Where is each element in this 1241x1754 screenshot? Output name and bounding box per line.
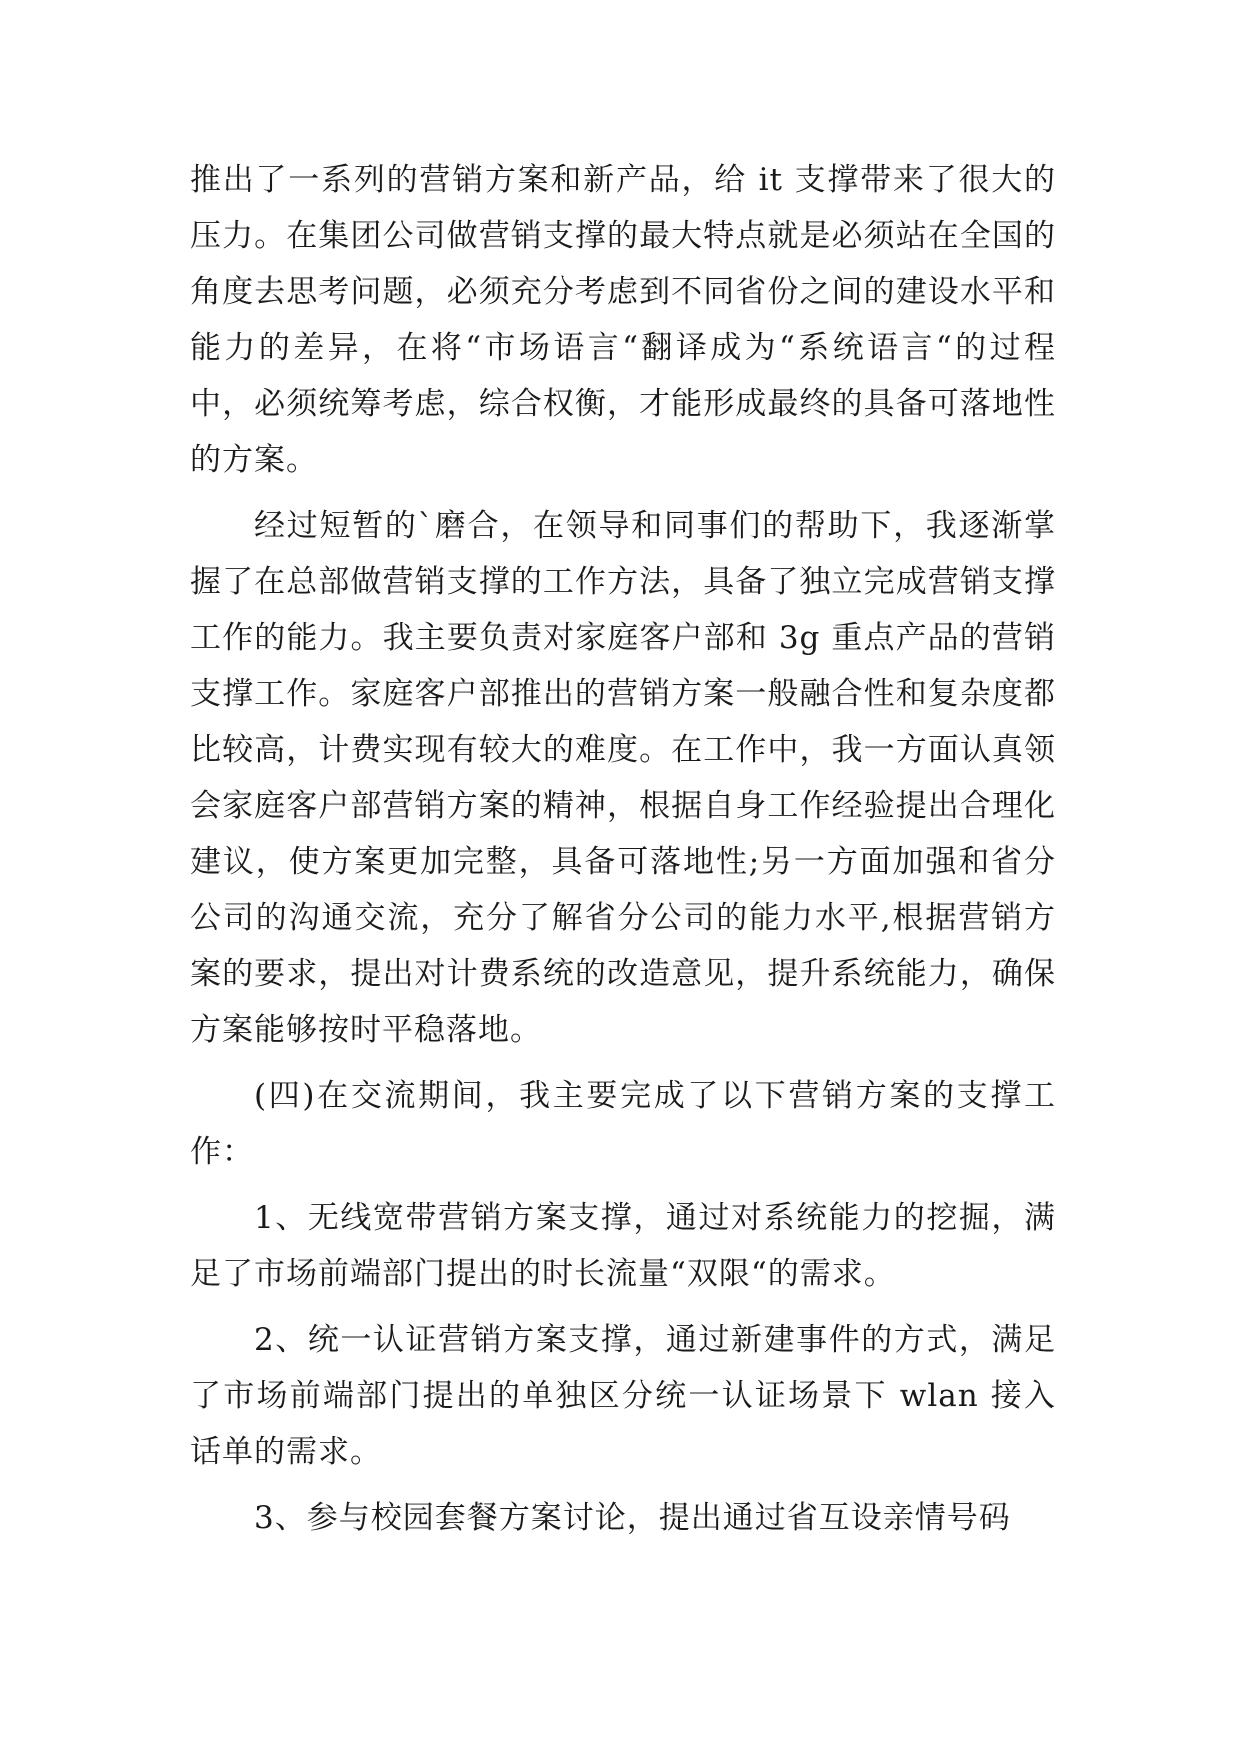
paragraph-1: 推出了一系列的营销方案和新产品，给 it 支撑带来了很大的压力。在集团公司做营销支撑的最大特点就是必须站在全国的角度去思考问题，必须充分考虑到不同省份之间的建设水平和能力的差异，在将“市场语言“翻译成为“系统语言“的过程中，必须统筹考虑，综合权衡，才能形成最终的具备可落地性的方案。 xyxy=(190,162,1056,478)
document-body xyxy=(190,152,1056,1556)
list-item-2: 2、统一认证营销方案支撑，通过新建事件的方式，满足了市场前端部门提出的单独区分统一认证场景下 wlan 接入话单的需求。 xyxy=(190,1322,1056,1470)
list-item-1: 1、无线宽带营销方案支撑，通过对系统能力的挖掘，满足了市场前端部门提出的时长流量“双限“的需求。 xyxy=(190,1200,1056,1292)
paragraph-2: 经过短暂的`磨合，在领导和同事们的帮助下，我逐渐掌握了在总部做营销支撑的工作方法，具备了独立完成营销支撑工作的能力。我主要负责对家庭客户部和 3g 重点产品的营销支撑工作。家庭客户部推出的营销方案一般融合性和复杂度都比较高，计费实现有较大的难度。在工作中，我一方面认真领会家庭客户部营销方案的精神，根据自身工作经验提出合理化建议，使方案更加完整，具备可落地性;另一方面加强和省分公司的沟通交流，充分了解省分公司的能力水平,根据营销方案的要求，提出对计费系统的改造意见，提升系统能力，确保方案能够按时平稳落地。 xyxy=(190,508,1056,1048)
paragraph-3: (四)在交流期间，我主要完成了以下营销方案的支撑工作： xyxy=(190,1078,1056,1170)
list-item-3: 3、参与校园套餐方案讨论，提出通过省互设亲情号码 xyxy=(254,1500,1011,1536)
